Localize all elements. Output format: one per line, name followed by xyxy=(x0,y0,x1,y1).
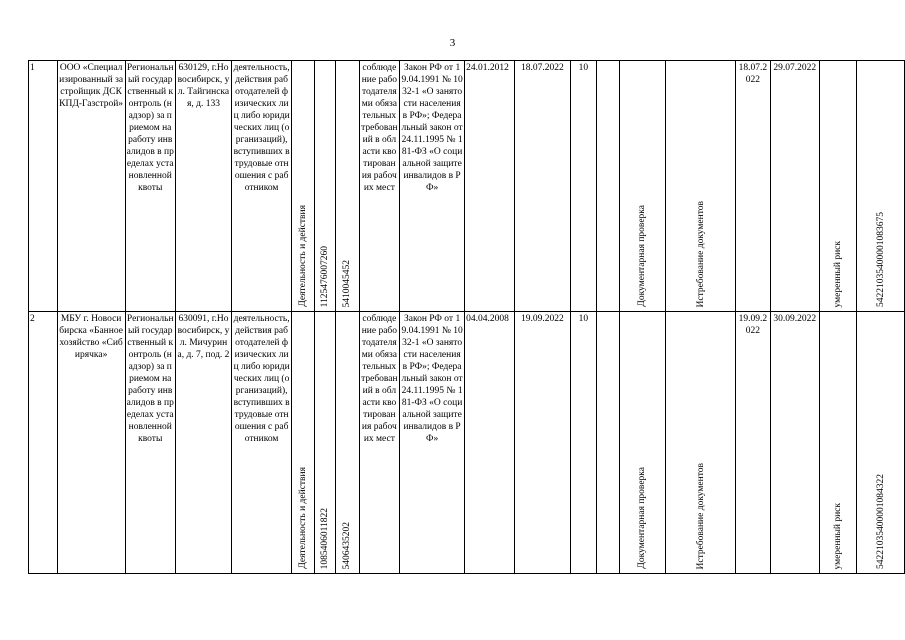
page-number: 3 xyxy=(449,37,456,49)
cell-check-kind: Документарная проверка xyxy=(619,61,665,312)
cell-legal-acts: Закон РФ от 19.04.1991 № 1032-1 «О занятости населения в РФ»; Федеральный закон от 24.11.1995 № 181-ФЗ «О социальной защите инвалидов в РФ» xyxy=(400,312,465,574)
cell-num: 2 xyxy=(29,312,58,574)
cell-organization: МБУ г. Новосибирска «Банное хозяйство «Сибирячка» xyxy=(57,312,125,574)
cell-duration: 10 xyxy=(570,61,597,312)
cell-check-kind: Документарная проверка xyxy=(619,312,665,574)
cell-action: Истребование документов xyxy=(666,312,736,574)
cell-requirements: соблюдение работодателями обязательных требований в области квотирования рабочих мест xyxy=(359,312,399,574)
cell-reg-date: 04.04.2008 xyxy=(465,312,515,574)
cell-start-date: 18.07.2022 xyxy=(736,61,771,312)
cell-action: Истребование документов xyxy=(666,61,736,312)
cell-start-date: 19.09.2022 xyxy=(736,312,771,574)
cell-ogrn: 1125476007260 xyxy=(314,61,335,312)
cell-risk: умеренный риск xyxy=(819,61,857,312)
cell-ogrn: 1085406011822 xyxy=(314,312,335,574)
cell-empty xyxy=(597,312,620,574)
cell-inn: 5410045452 xyxy=(335,61,359,312)
cell-address: 630129, г.Новосибирск, ул. Тайгинская, д. 133 xyxy=(175,61,231,312)
cell-address: 630091, г.Новосибирск, ул. Мичурина, д. 7, под. 2 xyxy=(175,312,231,574)
cell-risk: умеренный риск xyxy=(819,312,857,574)
cell-last-check-date: 18.07.2022 xyxy=(515,61,570,312)
cell-reg-date: 24.01.2012 xyxy=(465,61,515,312)
cell-object: деятельность, действия работодателей физических лиц либо юридических лиц (организаций), вступивших в трудовые отношения с работником xyxy=(232,312,292,574)
cell-end-date: 30.09.2022 xyxy=(770,312,819,574)
cell-record-id: 54221035400001084322 xyxy=(857,312,905,574)
cell-control-type: Региональный государственный контроль (надзор) за приемом на работу инвалидов в пределах установленной квоты xyxy=(125,61,175,312)
cell-object: деятельность, действия работодателей физических лиц либо юридических лиц (организаций), вступивших в трудовые отношения с работником xyxy=(232,61,292,312)
table-row xyxy=(29,312,905,574)
cell-last-check-date: 19.09.2022 xyxy=(515,312,570,574)
cell-empty xyxy=(597,61,620,312)
cell-record-id: 54221035400001083675 xyxy=(857,61,905,312)
cell-end-date: 29.07.2022 xyxy=(770,61,819,312)
cell-organization: ООО «Специализированный застройщик ДСК КПД-Газстрой» xyxy=(57,61,125,312)
cell-num: 1 xyxy=(29,61,58,312)
cell-requirements: соблюдение работодателями обязательных требований в области квотирования рабочих мест xyxy=(359,61,399,312)
cell-object-type: Деятельность и действия xyxy=(292,61,315,312)
cell-duration: 10 xyxy=(570,312,597,574)
table-row xyxy=(29,61,905,312)
cell-legal-acts: Закон РФ от 19.04.1991 № 1032-1 «О занятости населения в РФ»; Федеральный закон от 24.11.1995 № 181-ФЗ «О социальной защите инвалидов в РФ» xyxy=(400,61,465,312)
inspection-plan-table xyxy=(28,60,905,574)
cell-control-type: Региональный государственный контроль (надзор) за приемом на работу инвалидов в пределах установленной квоты xyxy=(125,312,175,574)
cell-object-type: Деятельность и действия xyxy=(292,312,315,574)
cell-inn: 5406435202 xyxy=(335,312,359,574)
